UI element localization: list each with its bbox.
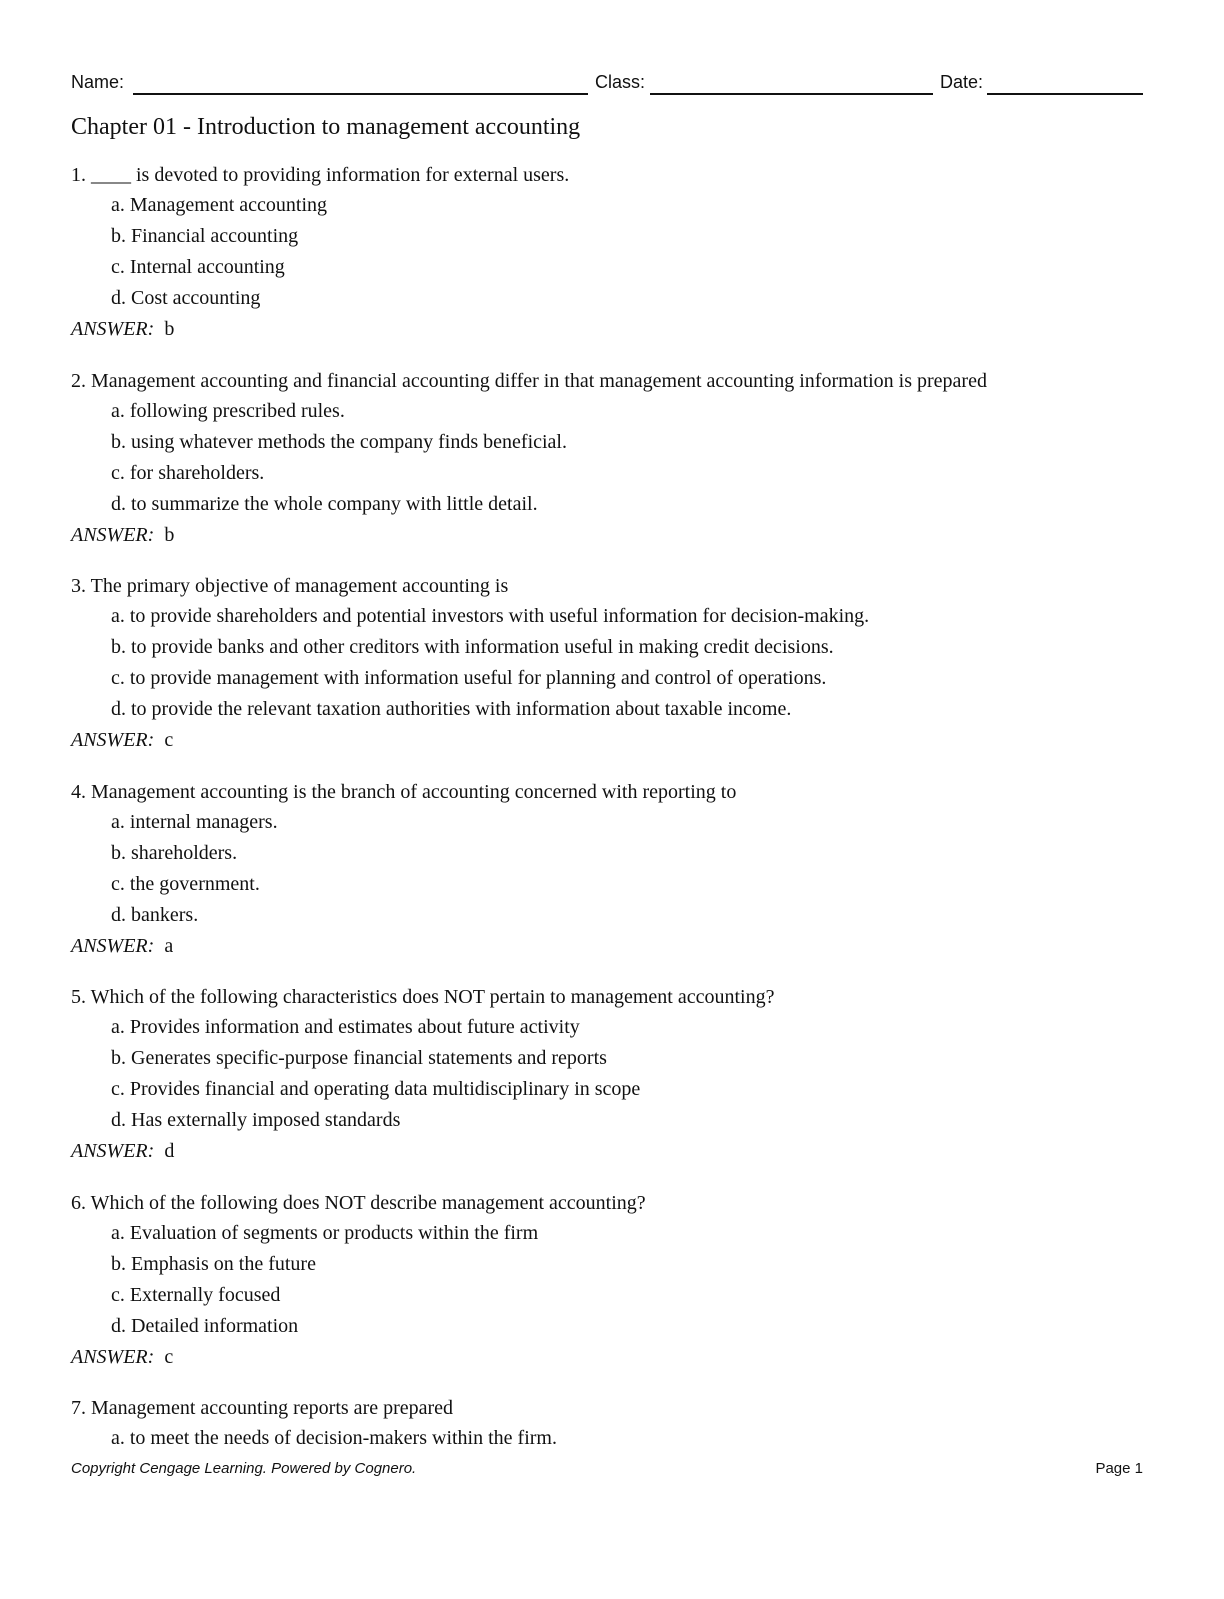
answer-option: b. Emphasis on the future	[111, 1252, 316, 1275]
answer-option: c. for shareholders.	[111, 461, 265, 484]
answer-option: a. Evaluation of segments or products within the firm	[111, 1221, 539, 1244]
name-label: Name:	[71, 72, 125, 92]
answer-option: a. Provides information and estimates about future activity	[111, 1016, 580, 1038]
answer-label: ANSWER:	[71, 1345, 155, 1368]
question-stem: 2. Management accounting and financial accounting differ in that management accounting information is prepared	[71, 369, 987, 392]
question-stem: 1. ____ is devoted to providing information for external users.	[71, 164, 570, 186]
answer-option: b. Financial accounting	[111, 225, 299, 247]
class-label: Class:	[595, 72, 646, 92]
answer-option: b. shareholders.	[111, 841, 238, 864]
answer-line	[71, 931, 1171, 962]
question-stem: 3. The primary objective of management accounting is	[71, 575, 509, 597]
answer-option: a. Management accounting	[111, 194, 328, 216]
answer-value: c	[164, 729, 174, 751]
answer-label: ANSWER:	[71, 1140, 155, 1162]
answer-option: c. the government.	[111, 872, 260, 895]
question-item	[71, 571, 1171, 777]
class-field-line	[650, 93, 933, 95]
question-item	[71, 366, 1171, 572]
answer-option: d. to provide the relevant taxation authorities with information about taxable income.	[111, 698, 792, 720]
name-field-line	[133, 93, 588, 95]
question-item	[71, 1188, 1171, 1394]
answer-line	[71, 725, 1171, 756]
answer-option: d. bankers.	[111, 903, 199, 926]
answer-option: a. to meet the needs of decision-makers within the firm.	[111, 1427, 557, 1449]
answer-value: b	[164, 318, 175, 340]
question-item	[71, 160, 1171, 366]
answer-option: d. Has externally imposed standards	[111, 1109, 401, 1131]
answer-option: c. to provide management with information useful for planning and control of operations.	[111, 667, 827, 689]
student-info-header	[71, 70, 1143, 96]
date-label: Date:	[940, 72, 984, 92]
date-field-line	[987, 93, 1143, 95]
question-stem: 4. Management accounting is the branch of accounting concerned with reporting to	[71, 780, 737, 803]
answer-option: c. Provides financial and operating data multidisciplinary in scope	[111, 1078, 641, 1100]
answer-option: a. to provide shareholders and potential investors with useful information for decision-making.	[111, 605, 870, 627]
answer-label: ANSWER:	[71, 934, 155, 957]
question-item	[71, 1393, 1171, 1599]
answer-value: c	[164, 1345, 174, 1368]
answer-label: ANSWER:	[71, 729, 155, 751]
question-stem: 6. Which of the following does NOT describe management accounting?	[71, 1191, 646, 1214]
answer-option: b. using whatever methods the company finds beneficial.	[111, 430, 567, 453]
answer-option: d. Cost accounting	[111, 287, 261, 309]
answer-option: a. internal managers.	[111, 810, 278, 833]
answer-label: ANSWER:	[71, 318, 155, 340]
answer-option: b. Generates specific-purpose financial statements and reports	[111, 1047, 607, 1069]
answer-line	[71, 314, 1171, 345]
answer-value: d	[164, 1140, 175, 1162]
question-stem: 5. Which of the following characteristics does NOT pertain to management accounting?	[71, 986, 775, 1008]
question-stem: 7. Management accounting reports are prepared	[71, 1397, 454, 1419]
answer-line	[71, 1342, 1171, 1373]
answer-line	[71, 520, 1171, 551]
chapter-title: Chapter 01 - Introduction to management accounting	[71, 114, 581, 140]
copyright-text: Copyright Cengage Learning. Powered by Cognero.	[71, 1460, 417, 1477]
answer-option: a. following prescribed rules.	[111, 399, 345, 422]
answer-value: b	[164, 523, 175, 546]
question-item	[71, 982, 1171, 1188]
answer-label: ANSWER:	[71, 523, 155, 546]
answer-line	[71, 1136, 1171, 1167]
answer-option: c. Internal accounting	[111, 256, 285, 278]
question-list	[71, 160, 1171, 1599]
answer-option: c. Externally focused	[111, 1283, 281, 1306]
answer-option: d. to summarize the whole company with little detail.	[111, 492, 538, 515]
page-number: Page 1	[1095, 1460, 1143, 1477]
answer-option: d. Detailed information	[111, 1314, 299, 1337]
question-item	[71, 777, 1171, 983]
answer-option: b. to provide banks and other creditors with information useful in making credit decisions.	[111, 636, 834, 658]
answer-value: a	[164, 934, 174, 957]
